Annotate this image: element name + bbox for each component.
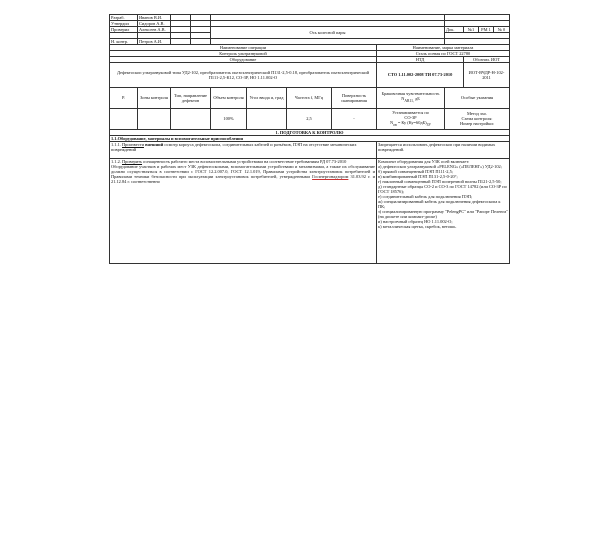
- col-header-notes: Особые указания: [445, 87, 510, 108]
- col-header-sensitivity: Браковочная чувствительность $N_{АR11,}$ дБ: [377, 87, 445, 108]
- operation-value: Контроль ультразвуковой: [110, 50, 377, 56]
- col-header-volume: Объем контроля: [211, 87, 247, 108]
- list-item: в) комбинированный ПЭП П131-2,5-0-20°;: [378, 173, 458, 179]
- sheet-label-num: №1: [464, 27, 479, 33]
- col-header-surface: Поверхность сканирования: [332, 87, 377, 108]
- list-item: з) специализированную программу "PelengPC" или "Рапорт Пеленга" (на дискете или компакт-диске): [378, 208, 508, 219]
- iot-value: ИОТ-ВЧДР-Н-102-2011: [464, 62, 510, 87]
- ntd-label: НТД: [377, 56, 464, 62]
- step-1-1-2: 1.1.2. Проверить оснащенность рабочего места вспомогательными устройствами на соответствие требованиям РД 07.73-2010 Оборудование участков и рабочих мест УЗК дефектоскопами, вспомогательными устройствами и механизмами, а также их обслуживание должно осуществляться в соответствии с ГОСТ 12.2.007.0, ГОСТ 12.1.019, Правилами устройства электроустановок потребителей и Правилами техники безопасности при эксплуатации электроустановок потребителей, утвержденными Госэнергонадзором 31.03.92 г. и 21.12.84 г. соответственно: [110, 158, 377, 263]
- signoff-role: Н. контр.: [110, 38, 138, 44]
- signoff-name: Петров А.И.: [138, 38, 171, 44]
- list-item: г) наклонный совмещенный ПЭП поперечной волны П121-2,5-50;: [378, 178, 502, 184]
- col-header-angle: Угол ввода α, град: [247, 87, 287, 108]
- col-header-frequency: Частота f, МГц: [287, 87, 332, 108]
- list-item: е) соединительный кабель для подключения ПЭП;: [378, 193, 473, 199]
- signoff-name: Сидоров А.В.: [138, 21, 171, 27]
- material-value: Сталь осевая по ГОСТ 22780: [377, 50, 510, 56]
- list-item: к) металлическая щетка, скребок, ветошь.: [378, 223, 457, 229]
- kit-title: Комплект оборудования для УЗК осей включает:: [378, 158, 470, 164]
- signoff-name: Иванов В.И.: [138, 15, 171, 21]
- step-1-1-1: 1.1.1. Произвести внешний осмотр корпуса дефектоскопа, соединительных кабелей и разъёмов, ПЭП на отсутствие механических повреждений: [110, 141, 377, 158]
- list-item: д) стандартные образцы СО-2 и СО-3 по ГОСТ 14782 (или СО-3Р по ГОСТ 18576);: [378, 183, 507, 194]
- col-header-defects: Тип, направление дефектов: [171, 87, 211, 108]
- value-surface: -: [332, 108, 377, 129]
- value-volume: 100%: [211, 108, 247, 129]
- signoff-name: Алексеев А.В.: [138, 27, 171, 33]
- material-label: Наименование, марка материала: [377, 44, 510, 50]
- list-item: ж) специализированный кабель для подключения дефектоскопа к ПК;: [378, 198, 501, 209]
- header-table: [109, 14, 510, 264]
- list-item: б) прямой совмещенный ПЭП П111-2,5;: [378, 168, 454, 174]
- document-title: Ось колесной пары: [211, 27, 445, 39]
- equipment-kit-list: [377, 158, 510, 263]
- ntd-value: СТО 1.11.002-2008 ТИ 07.73-2010: [377, 62, 464, 87]
- document-form: [109, 14, 509, 275]
- equipment-description: Дефектоскоп ультразвуковой типа УД2-102, преобразователь пьезоэлектрический П131-2,5-0.18, преобразователь пьезоэлектрический П111-2,5-К12, СО-3Р, НО 1.11.002-О: [110, 62, 377, 87]
- list-item: а) дефектоскоп ультразвуковой «PELENG» («ПЕЛЕНГ») УД2-102;: [378, 163, 502, 169]
- col-header-zones: Зоны контроля: [138, 87, 171, 108]
- sheet-label-dok: Док.: [445, 27, 464, 33]
- section-title: 1. ПОДГОТОВКА К КОНТРОЛЮ: [110, 129, 510, 135]
- signoff-role: Разраб.: [110, 15, 138, 21]
- value-notes: Метод эхо. Схема контроля: Номер настройки:: [445, 108, 510, 129]
- list-item: и) настроечный образец НО 1.11.002-О;: [378, 218, 453, 224]
- value-frequency: 2,5: [287, 108, 332, 129]
- col-header-r: Р.: [110, 87, 138, 108]
- operation-label: Наименование операции: [110, 44, 377, 50]
- value-sensitivity: Устанавливается по СО-3Р $N_{ов}$ = Ку $(Ку=60дБ)_{ЗУ}$: [377, 108, 445, 129]
- signoff-role: Утвердил: [110, 21, 138, 27]
- subsection-title: 1.1.Оборудование, материалы и вспомогательные приспособления: [110, 135, 510, 141]
- equipment-label: Оборудование: [110, 56, 377, 62]
- signoff-role: Проверил: [110, 27, 138, 33]
- sheet-label-no: № 0: [494, 27, 510, 33]
- step-1-1-1-warning: Запрещается использовать дефектоскоп при наличии видимых повреждений.: [377, 141, 510, 158]
- iot-label: Обознач. ИОТ: [464, 56, 510, 62]
- sheet-label-page: РМ 1: [479, 27, 494, 33]
